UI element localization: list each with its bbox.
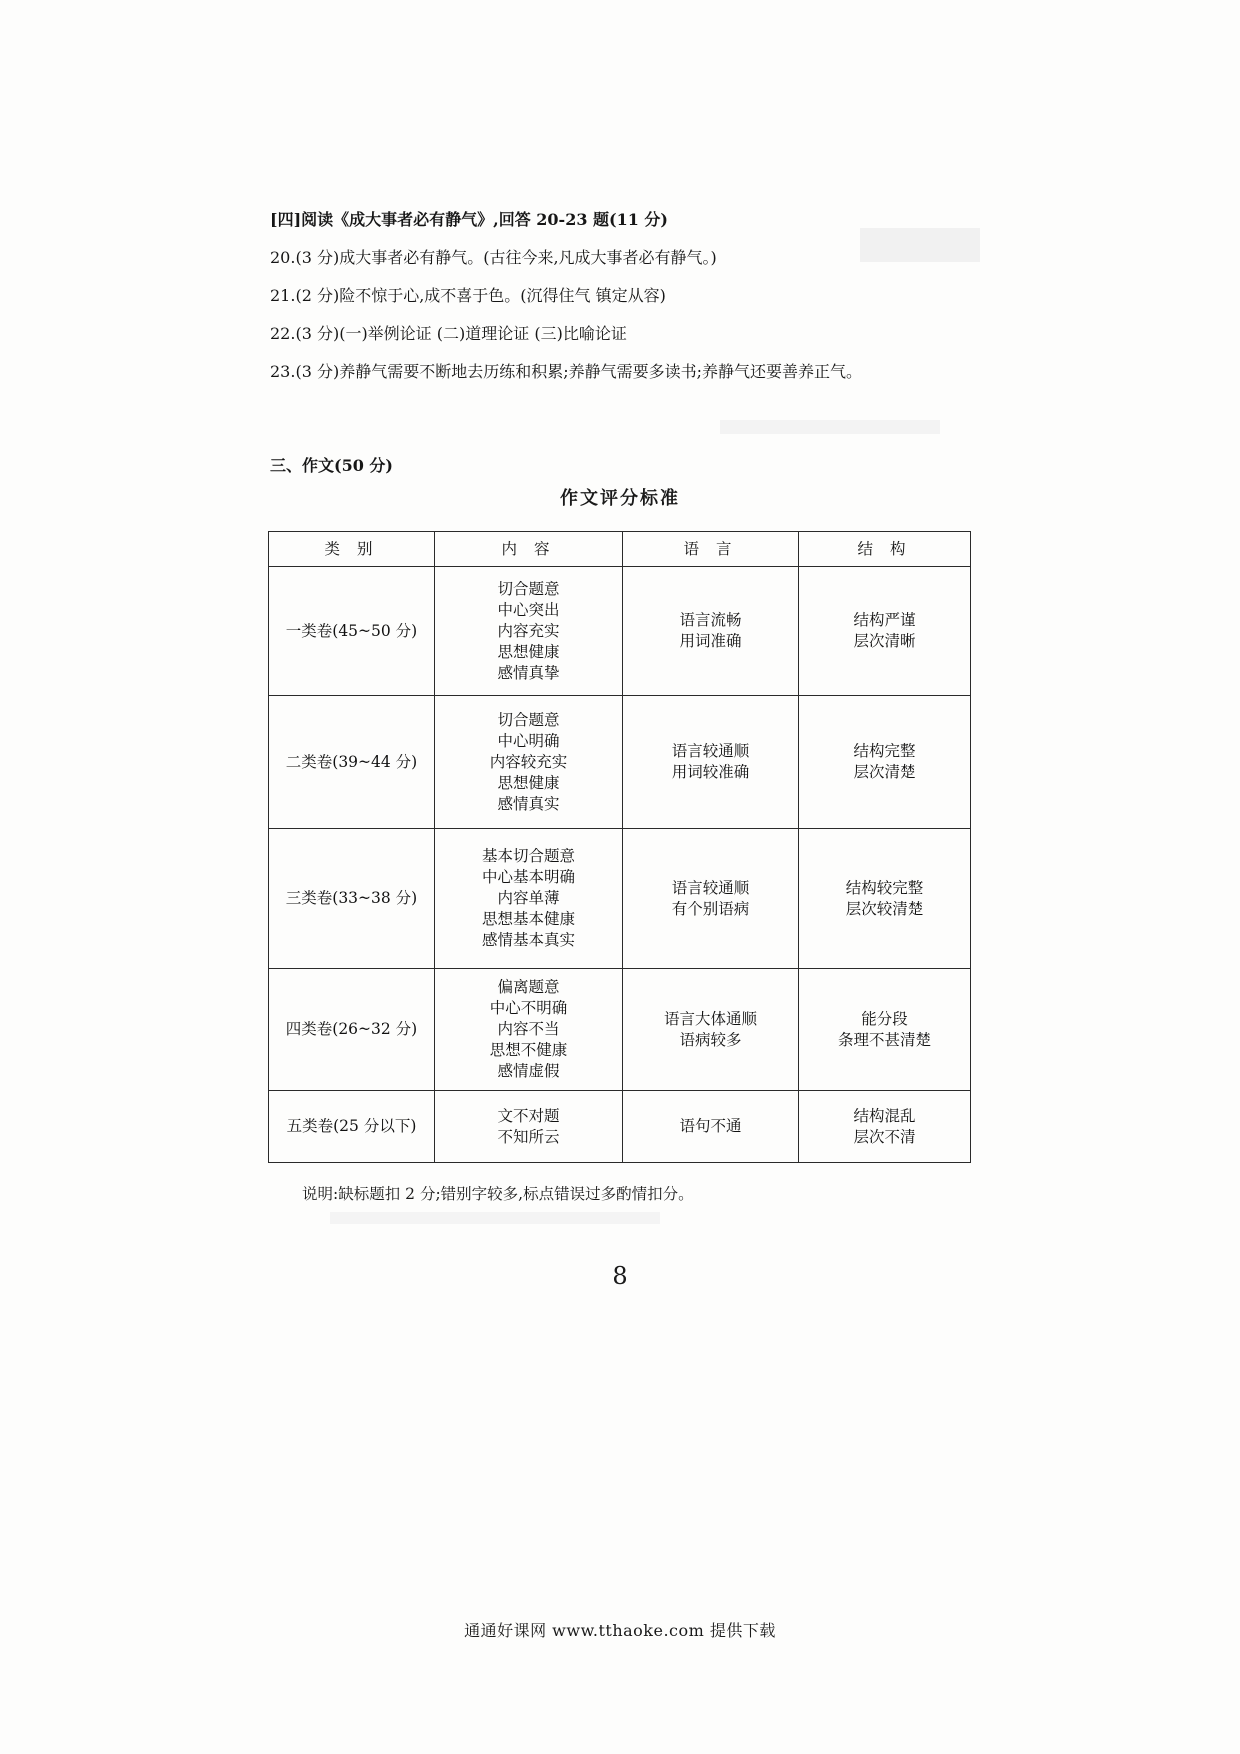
language-cell — [623, 1091, 799, 1163]
bleed-through-shadow — [720, 420, 940, 434]
content-item: 内容不当 — [497, 1020, 560, 1038]
content-item: 切合题意 — [497, 710, 560, 729]
language-cell — [623, 969, 799, 1091]
scoring-note: 说明:缺标题扣 2 分;错别字较多,标点错误过多酌情扣分。 — [302, 1185, 694, 1203]
category-cell: 五类卷(25 分以下) — [269, 1091, 435, 1163]
content-item: 感情真实 — [497, 794, 560, 813]
column-header-structure: 结 构 — [799, 532, 971, 567]
structure-item: 结构完整 — [853, 742, 916, 760]
language-item: 语言流畅 — [679, 611, 742, 629]
content-cell — [435, 1091, 623, 1163]
footer-credit: 通通好课网 www.tthaoke.com 提供下载 — [464, 1621, 776, 1640]
content-item: 中心突出 — [497, 600, 560, 619]
structure-item: 层次清晰 — [853, 632, 916, 650]
language-cell — [623, 696, 799, 829]
content-item: 切合题意 — [497, 579, 560, 598]
column-header-category: 类 别 — [269, 532, 435, 567]
content-item: 内容充实 — [497, 621, 560, 640]
content-cell — [435, 829, 623, 969]
language-item: 用词准确 — [679, 632, 742, 650]
column-header-language: 语 言 — [623, 532, 799, 567]
content-item: 感情虚假 — [497, 1062, 560, 1080]
structure-cell — [799, 969, 971, 1091]
content-cell — [435, 696, 623, 829]
content-item: 思想不健康 — [489, 1041, 568, 1059]
content-item: 中心明确 — [497, 731, 560, 750]
content-cell — [435, 969, 623, 1091]
language-item: 语言较通顺 — [671, 742, 750, 760]
content-item: 内容较充实 — [489, 752, 568, 771]
category-cell: 四类卷(26~32 分) — [269, 969, 435, 1091]
structure-item: 条理不甚清楚 — [837, 1030, 931, 1049]
structure-item: 层次清楚 — [853, 763, 916, 781]
content-item: 内容单薄 — [497, 889, 560, 907]
language-item: 语言较通顺 — [671, 878, 750, 897]
bleed-through-shadow — [860, 228, 980, 262]
structure-cell — [799, 1091, 971, 1163]
structure-item: 结构较完整 — [845, 878, 924, 897]
content-cell — [435, 567, 623, 696]
page-number: 8 — [612, 1262, 628, 1290]
grading-table — [268, 531, 971, 1163]
answer-23: 23.(3 分)养静气需要不断地去历练和积累;养静气需要多读书;养静气还要善养正气。 — [270, 362, 862, 381]
structure-item: 层次较清楚 — [845, 899, 924, 918]
content-item: 思想健康 — [497, 773, 560, 792]
content-item: 文不对题 — [497, 1106, 560, 1125]
content-item: 思想健康 — [497, 642, 560, 661]
language-item: 有个别语病 — [671, 899, 750, 918]
content-item: 不知所云 — [497, 1127, 560, 1146]
structure-item: 结构混乱 — [853, 1106, 916, 1125]
answer-21: 21.(2 分)险不惊于心,成不喜于色。(沉得住气 镇定从容) — [270, 286, 666, 305]
content-item: 思想基本健康 — [481, 910, 575, 928]
content-item: 中心基本明确 — [481, 868, 575, 886]
table-title: 作文评分标准 — [560, 488, 680, 509]
structure-item: 能分段 — [861, 1009, 908, 1028]
structure-item: 层次不清 — [853, 1127, 916, 1146]
language-item: 语病较多 — [679, 1030, 742, 1049]
structure-item: 结构严谨 — [853, 611, 916, 629]
table-row — [269, 1091, 971, 1163]
language-cell — [623, 567, 799, 696]
answer-22: 22.(3 分)(一)举例论证 (二)道理论证 (三)比喻论证 — [270, 324, 627, 343]
column-header-content: 内 容 — [435, 532, 623, 567]
table-header-row — [269, 532, 971, 567]
language-item: 语句不通 — [679, 1117, 742, 1135]
structure-cell — [799, 567, 971, 696]
table-row — [269, 829, 971, 969]
answer-20: 20.(3 分)成大事者必有静气。(古往今来,凡成大事者必有静气。) — [270, 248, 717, 267]
table-row — [269, 969, 971, 1091]
content-item: 感情基本真实 — [481, 931, 575, 949]
language-item: 用词较准确 — [671, 763, 750, 781]
bleed-through-shadow — [330, 1212, 660, 1224]
language-item: 语言大体通顺 — [663, 1009, 757, 1028]
content-item: 感情真挚 — [497, 663, 560, 682]
category-cell: 二类卷(39~44 分) — [269, 696, 435, 829]
content-item: 偏离题意 — [497, 978, 560, 996]
structure-cell — [799, 829, 971, 969]
category-cell: 一类卷(45~50 分) — [269, 567, 435, 696]
structure-cell — [799, 696, 971, 829]
table-row — [269, 567, 971, 696]
category-cell: 三类卷(33~38 分) — [269, 829, 435, 969]
language-cell — [623, 829, 799, 969]
table-row — [269, 696, 971, 829]
content-item: 中心不明确 — [489, 999, 568, 1017]
section3-heading: 三、作文(50 分) — [270, 456, 393, 475]
section4-heading: [四]阅读《成大事者必有静气》,回答 20-23 题(11 分) — [270, 210, 669, 229]
content-item: 基本切合题意 — [481, 847, 575, 865]
